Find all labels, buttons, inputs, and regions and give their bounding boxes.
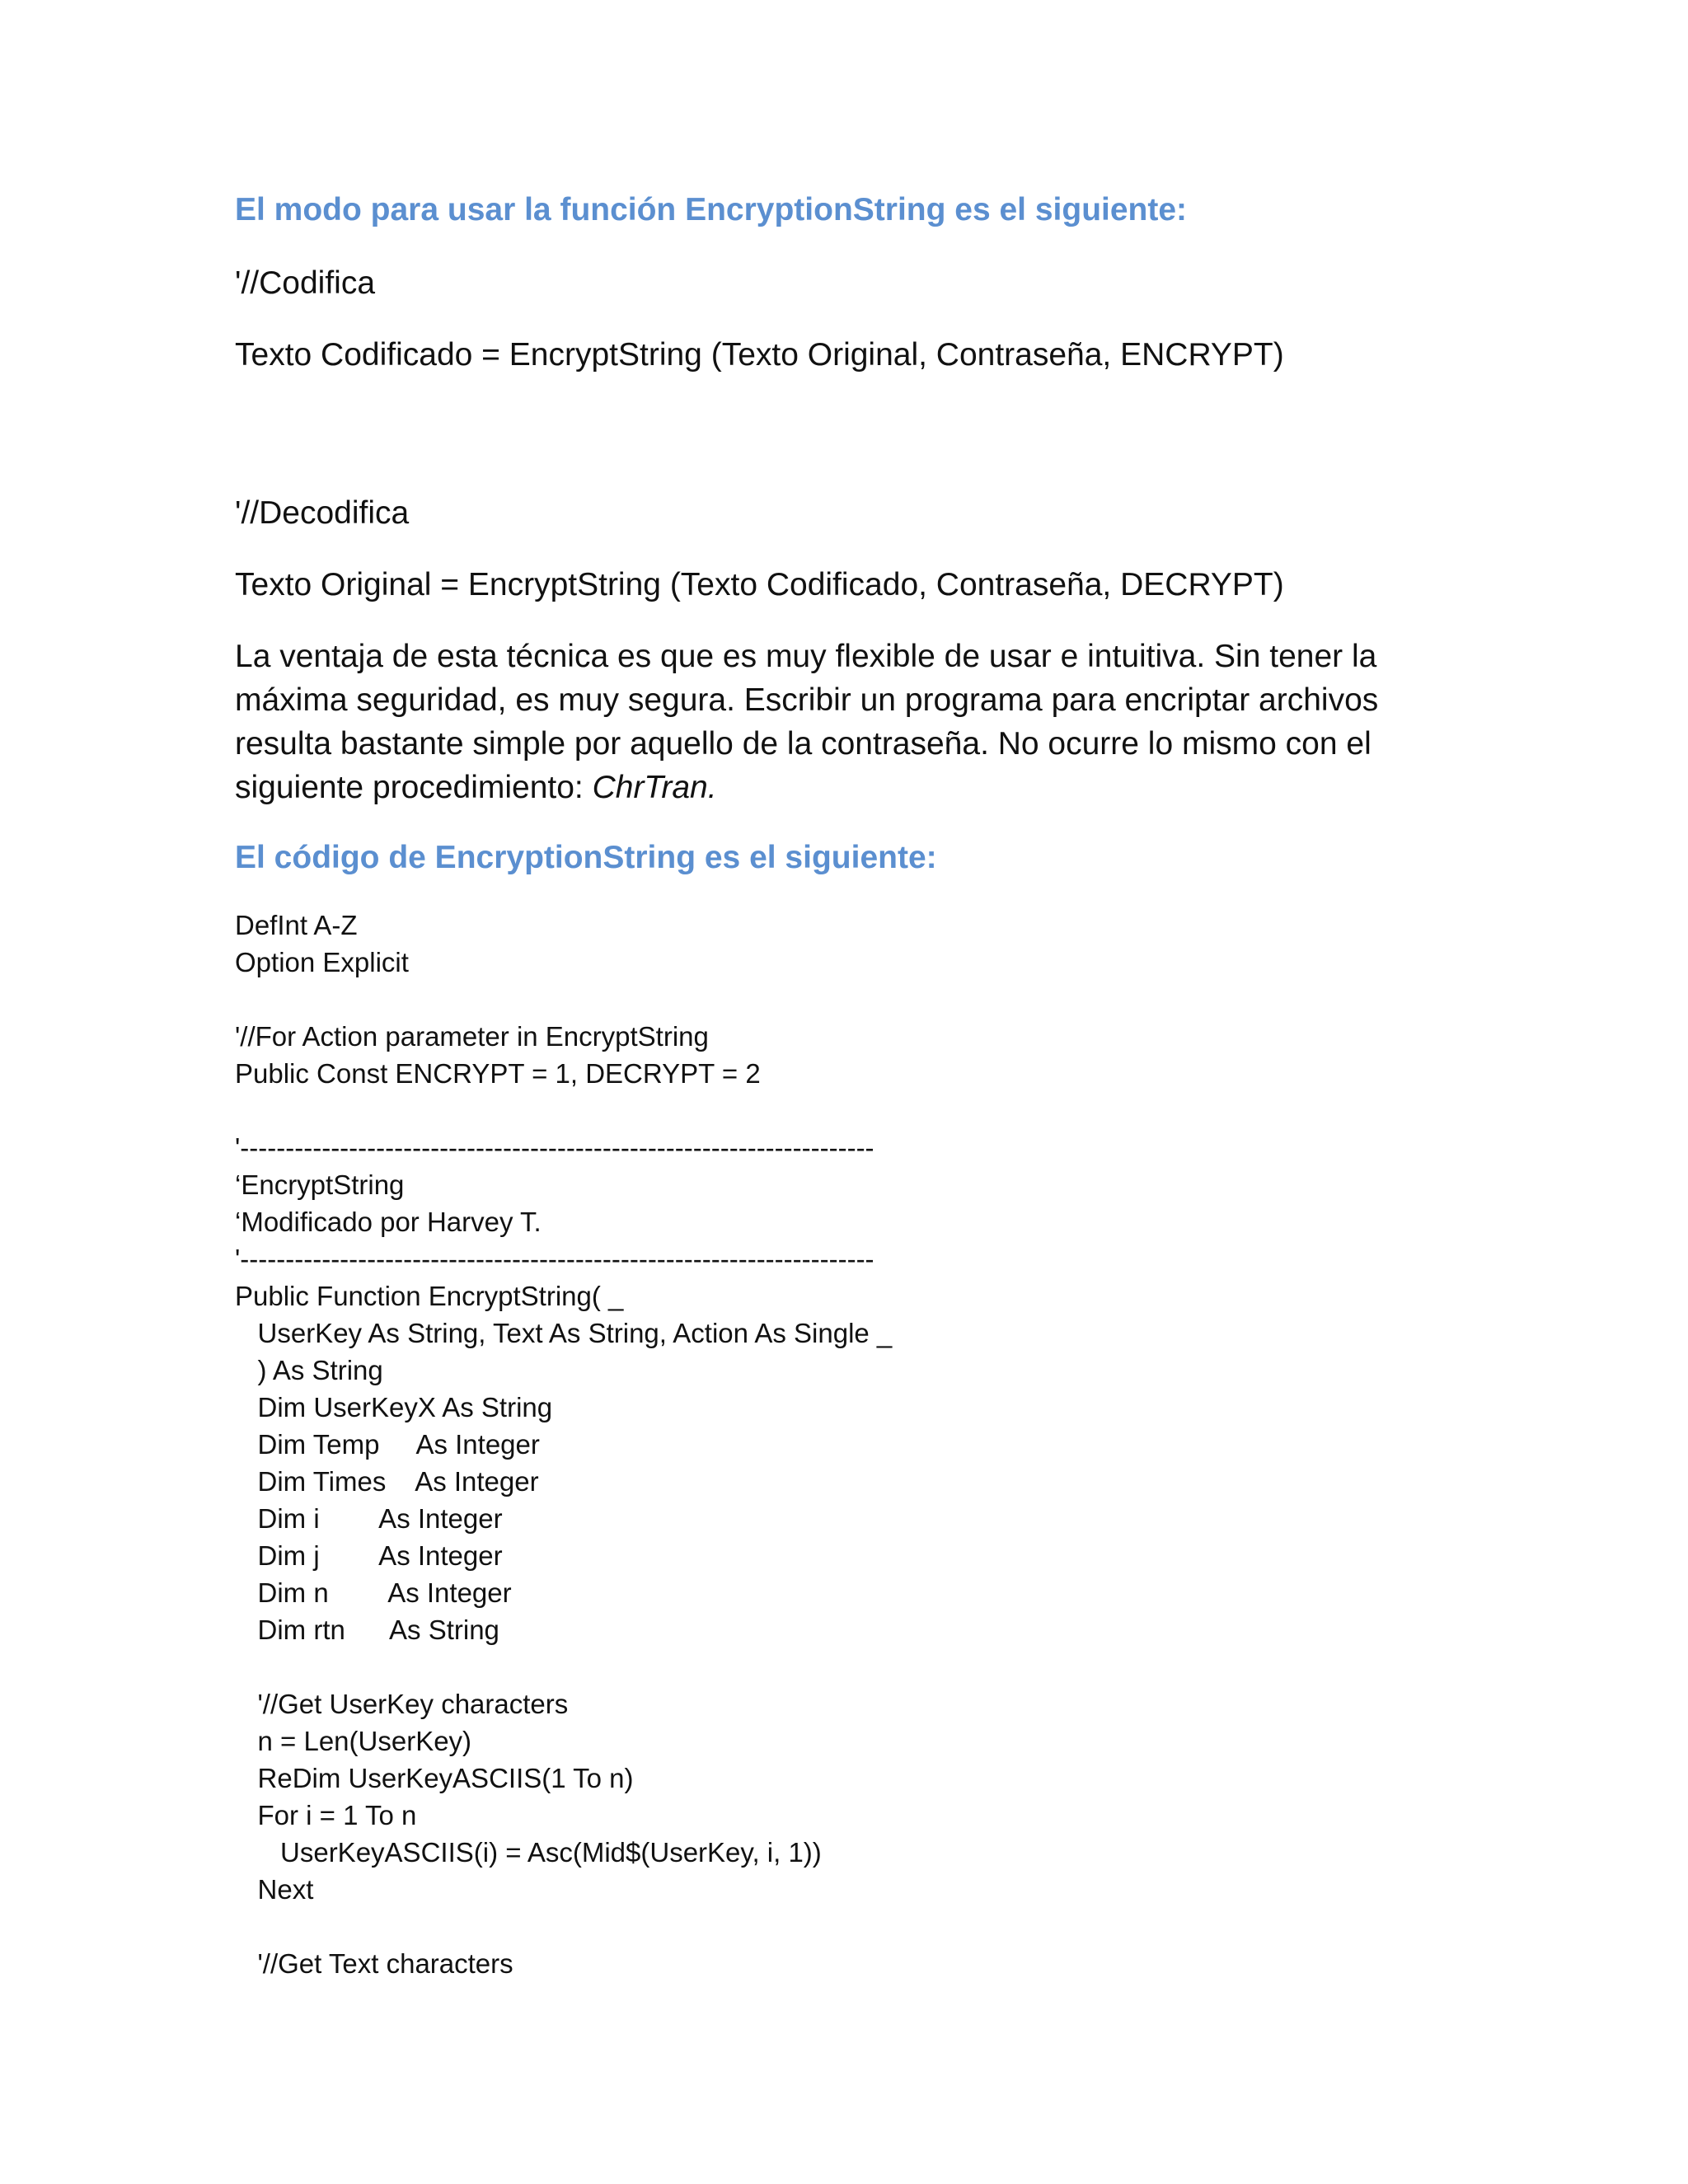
paragraph-line: La ventaja de esta técnica es que es muy flexible de usar e intuitiva. Sin tener la <box>235 639 1377 674</box>
code-line: ReDim UserKeyASCIIS(1 To n) <box>235 1763 634 1793</box>
paragraph-line <box>235 766 1455 809</box>
code-line: Public Function EncryptString( _ <box>235 1281 624 1311</box>
chrtran-reference: ChrTran. <box>592 770 717 805</box>
paragraph-line-text: siguiente procedimiento: <box>235 770 593 805</box>
code-line: '---------------------------------------------------------------------- <box>235 1244 874 1274</box>
code-heading: El código de EncryptionString es el siguiente: <box>235 840 937 875</box>
code-line: Dim n As Integer <box>235 1577 512 1608</box>
code-line: Public Const ENCRYPT = 1, DECRYPT = 2 <box>235 1058 761 1089</box>
code-line: Dim i As Integer <box>235 1503 503 1534</box>
code-line: Dim rtn As String <box>235 1615 499 1645</box>
usage-heading: El modo para usar la función EncryptionString es el siguiente: <box>235 192 1188 227</box>
code-line: '//Get Text characters <box>235 1948 513 1979</box>
code-line: '//Get UserKey characters <box>235 1689 569 1719</box>
paragraph-line: máxima seguridad, es muy segura. Escribir un programa para encriptar archivos <box>235 682 1379 718</box>
code-line: ‘EncryptString <box>235 1169 405 1200</box>
code-line: UserKeyASCIIS(i) = Asc(Mid$(UserKey, i, 1)) <box>235 1837 822 1868</box>
code-line: Dim j As Integer <box>235 1540 503 1571</box>
code-line: ) As String <box>235 1355 383 1385</box>
advantage-paragraph <box>235 635 1455 809</box>
code-line <box>235 1648 1455 1685</box>
code-line <box>235 1092 1455 1129</box>
code-line: ‘Modificado por Harvey T. <box>235 1207 542 1237</box>
code-line: For i = 1 To n <box>235 1800 417 1830</box>
code-line: Dim UserKeyX As String <box>235 1392 553 1422</box>
document-content <box>235 190 1455 1982</box>
code-line: n = Len(UserKey) <box>235 1726 472 1756</box>
code-line: Dim Temp As Integer <box>235 1429 540 1460</box>
code-line <box>235 1908 1455 1945</box>
code-line: Next <box>235 1874 314 1905</box>
decode-call: Texto Original = EncryptString (Texto Codificado, Contraseña, DECRYPT) <box>235 567 1284 602</box>
paragraph-line: resulta bastante simple por aquello de la contraseña. No ocurre lo mismo con el <box>235 726 1372 762</box>
code-line: Dim Times As Integer <box>235 1466 539 1497</box>
decode-comment: '//Decodifica <box>235 495 410 531</box>
code-line: Option Explicit <box>235 947 409 977</box>
encode-comment: '//Codifica <box>235 265 376 301</box>
code-line: UserKey As String, Text As String, Action As Single _ <box>235 1318 893 1348</box>
code-line: '//For Action parameter in EncryptString <box>235 1021 709 1052</box>
code-line <box>235 981 1455 1018</box>
code-line: '---------------------------------------------------------------------- <box>235 1132 874 1163</box>
code-line: DefInt A-Z <box>235 910 358 940</box>
encode-call: Texto Codificado = EncryptString (Texto Original, Contraseña, ENCRYPT) <box>235 337 1284 373</box>
code-block <box>235 907 1455 1982</box>
